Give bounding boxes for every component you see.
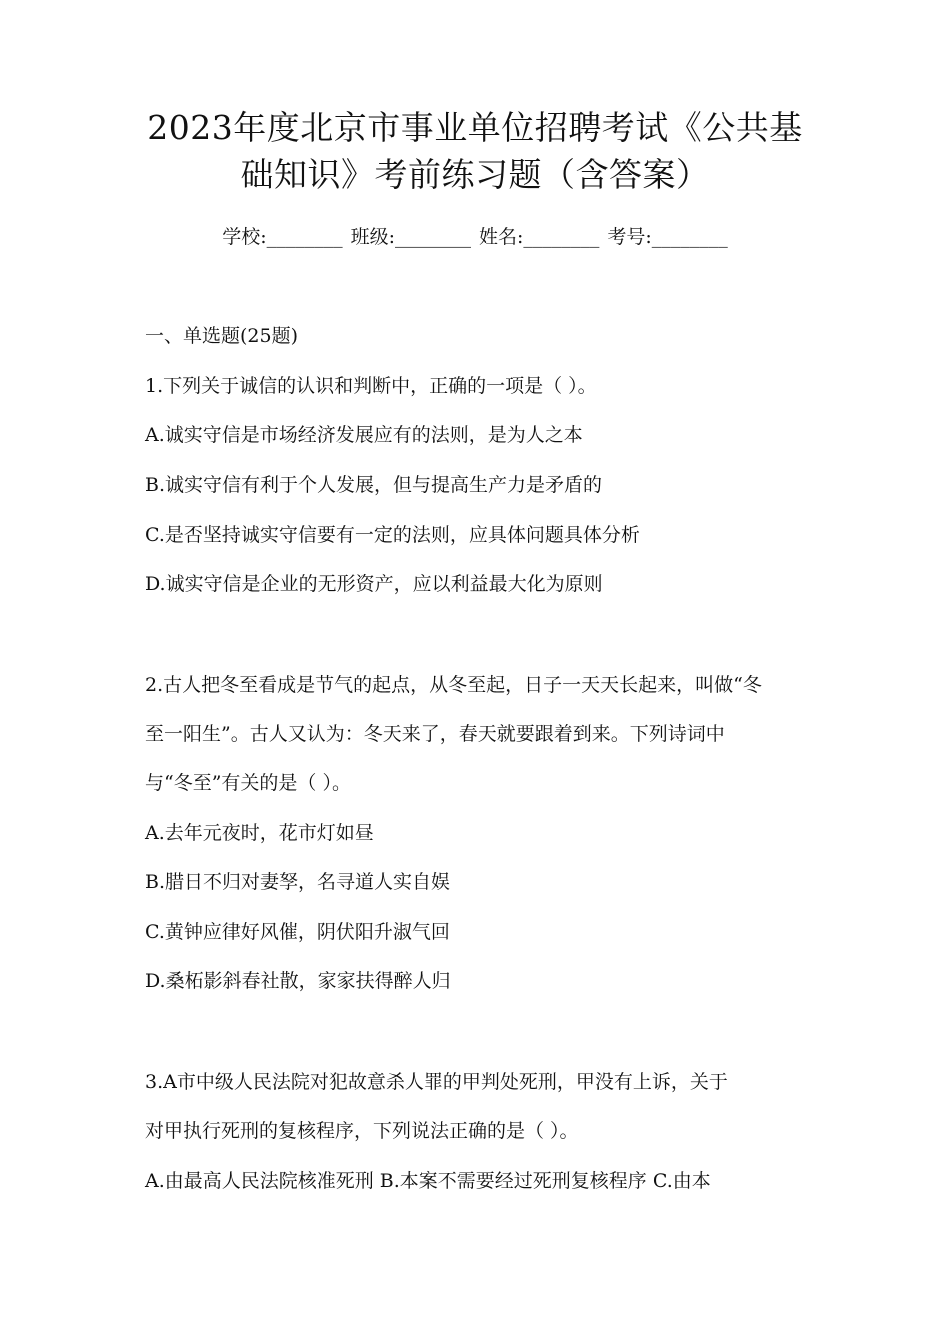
name-field: 姓名:________ [479,226,600,248]
question-1-stem: 1.下列关于诚信的认识和判断中，正确的一项是（ ）。 [145,375,597,397]
section-heading: 一、单选题(25题) [145,325,299,347]
question-2-option-d: D.桑柘影斜春社散，家家扶得醉人归 [145,970,451,992]
question-2-option-a: A.去年元夜时，花市灯如昼 [145,822,374,844]
question-2-option-b: B.腊日不归对妻孥，名寻道人实自娱 [145,871,451,893]
question-2-stem-line-2: 至一阳生”。古人又认为：冬天来了，春天就要跟着到来。下列诗词中 [145,723,725,745]
question-2-stem-line-3: 与“冬至”有关的是（ ）。 [145,772,351,794]
question-3-options: A.由最高人民法院核准死刑 B.本案不需要经过死刑复核程序 C.由本 [145,1170,711,1192]
question-3-stem-line-2: 对甲执行死刑的复核程序，下列说法正确的是（ ）。 [145,1120,579,1142]
question-1-option-b: B.诚实守信有利于个人发展，但与提高生产力是矛盾的 [145,474,603,496]
question-2-stem-line-1: 2.古人把冬至看成是节气的起点，从冬至起，日子一天天长起来，叫做“冬 [145,674,762,696]
student-info-row [0,222,950,252]
question-1-option-c: C.是否坚持诚实守信要有一定的法则，应具体问题具体分析 [145,524,640,546]
document-title-line-1: 2023年度北京市事业单位招聘考试《公共基 [147,108,803,147]
question-1-option-d: D.诚实守信是企业的无形资产，应以利益最大化为原则 [145,573,603,595]
exam-number-field: 考号:________ [607,226,728,248]
question-3-stem-line-1: 3.A市中级人民法院对犯故意杀人罪的甲判处死刑，甲没有上诉，关于 [145,1071,728,1093]
question-1-option-a: A.诚实守信是市场经济发展应有的法则，是为人之本 [145,424,583,446]
question-2-option-c: C.黄钟应律好风催，阴伏阳升淑气回 [145,921,450,943]
class-field: 班级:________ [350,226,471,248]
document-title-line-2: 础知识》考前练习题（含答案） [240,155,710,194]
school-field: 学校:________ [222,226,343,248]
